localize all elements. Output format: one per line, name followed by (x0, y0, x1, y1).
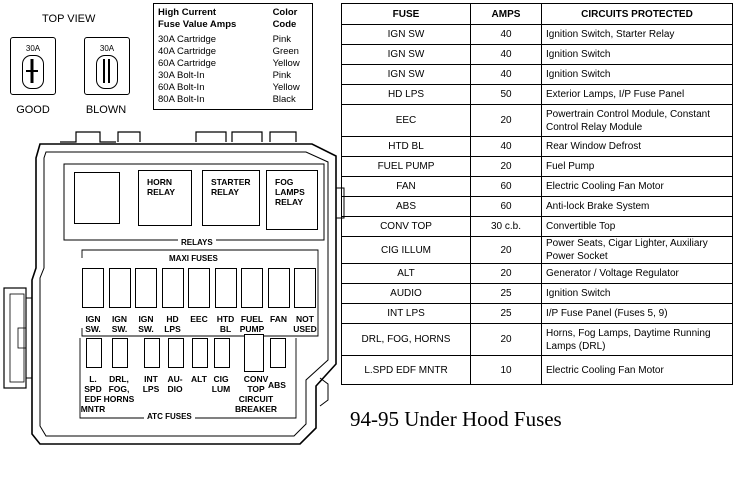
maxi-fuse-slot (294, 268, 316, 308)
fuse-table-row (342, 356, 733, 385)
maxi-fuse-label-line: HD (166, 314, 179, 324)
atc-fuse-label-line: FOG, (108, 384, 130, 394)
circuits-protected: I/P Fuse Panel (Fuses 5, 9) (542, 304, 733, 324)
header-line: Fuse Value Amps (158, 19, 237, 30)
fuse-table-row (342, 25, 733, 45)
atc-fuse-slot (270, 338, 286, 368)
color-code-row (154, 94, 313, 110)
color-code-header-color (269, 4, 313, 35)
amps-value: 20 (471, 324, 542, 356)
color-code-row (154, 58, 313, 70)
amps-value: 60 (471, 177, 542, 197)
circuits-protected: Powertrain Control Module, Constant Control Relay Module (542, 105, 733, 137)
fuse-value: 60A Cartridge (158, 58, 217, 69)
relay-box-1 (74, 172, 120, 224)
starter-relay (202, 170, 260, 226)
atc-fuse-label-line: DRL, (109, 374, 129, 384)
fuse-value: 60A Bolt-In (158, 82, 205, 93)
atc-fuse-label-line: ABS (268, 380, 286, 390)
maxi-fuse-slot (109, 268, 131, 308)
atc-fuse-slot (144, 338, 160, 368)
amps-value: 20 (471, 105, 542, 137)
atc-fuse-label-line: HORNS (103, 394, 135, 404)
maxi-fuse-label-line: IGN (111, 314, 128, 324)
amps-value: 20 (471, 157, 542, 177)
circuits-protected: Ignition Switch, Starter Relay (542, 25, 733, 45)
color-value: Yellow (272, 82, 300, 93)
blown-fuse-icon (84, 37, 130, 95)
header-line: High Current (158, 7, 217, 18)
amps-value: 40 (471, 65, 542, 85)
fuse-name: IGN SW (342, 45, 471, 65)
atc-fuse-label-line: EDF (84, 394, 102, 404)
circuits-protected: Electric Cooling Fan Motor (542, 356, 733, 385)
fuse-name: L.SPD EDF MNTR (342, 356, 471, 385)
fuse-table-row (342, 264, 733, 284)
amps-value: 10 (471, 356, 542, 385)
relay-label: HORN (147, 177, 173, 187)
color-code-row (154, 70, 313, 82)
atc-fuse-label-line: LUM (211, 384, 231, 394)
color-code-row (154, 82, 313, 94)
maxi-fuse-slot (135, 268, 157, 308)
amps-value: 40 (471, 45, 542, 65)
atc-fuse-label (260, 380, 294, 390)
fuse-value: 40A Cartridge (158, 46, 217, 57)
fuse-table-row (342, 177, 733, 197)
circuits-protected: Ignition Switch (542, 284, 733, 304)
maxi-fuse-label-line: LPS (164, 324, 181, 334)
fuse-name: DRL, FOG, HORNS (342, 324, 471, 356)
circuits-protected: Fuel Pump (542, 157, 733, 177)
atc-fuse-label (204, 374, 238, 394)
circuits-protected: Convertible Top (542, 217, 733, 237)
maxi-fuse-slot (268, 268, 290, 308)
fuse-value: 80A Bolt-In (158, 94, 205, 105)
amps-value: 40 (471, 25, 542, 45)
atc-fuses-label: ATC FUSES (144, 412, 195, 421)
fuse-name: EEC (342, 105, 471, 137)
fuse-table-row (342, 284, 733, 304)
maxi-fuse-slot (162, 268, 184, 308)
amps-value: 25 (471, 304, 542, 324)
amps-value: 20 (471, 264, 542, 284)
circuits-protected: Horns, Fog Lamps, Daytime Running Lamps (DRL) (542, 324, 733, 356)
good-fuse-link-icon (22, 55, 42, 87)
fuse-name: CONV TOP (342, 217, 471, 237)
maxi-fuse-label-line: NOT (296, 314, 314, 324)
color-value: Black (272, 94, 296, 105)
maxi-fuses-label: MAXI FUSES (166, 254, 221, 263)
maxi-fuse-label-line: HTD (216, 314, 235, 324)
top-view-title: TOP VIEW (42, 13, 96, 25)
fuse-table-row (342, 45, 733, 65)
color-code-header-value (154, 4, 269, 35)
maxi-fuse-label-line: FAN (270, 314, 287, 324)
diagram-caption: 94-95 Under Hood Fuses (350, 407, 562, 431)
color-code-row (154, 34, 313, 46)
atc-fuse-label-line: CIG (213, 374, 229, 384)
horn-relay (138, 170, 192, 226)
good-fuse-rating: 30A (25, 44, 41, 53)
circuits-protected: Generator / Voltage Regulator (542, 264, 733, 284)
atc-fuse-label-line: AU- (167, 374, 183, 384)
fuse-name: IGN SW (342, 25, 471, 45)
fuse-table-row (342, 217, 733, 237)
fuse-name: HD LPS (342, 85, 471, 105)
circuits-protected: Power Seats, Cigar Lighter, Auxiliary Power Socket (542, 237, 733, 264)
color-value: Pink (272, 70, 292, 81)
good-fuse-element (22, 55, 44, 89)
atc-fuse-label-line: INT (144, 374, 158, 384)
fuse-name: CIG ILLUM (342, 237, 471, 264)
relays-label: RELAYS (178, 238, 216, 247)
fuse-value: 30A Bolt-In (158, 70, 205, 81)
atc-fuse-label-line: TOP (247, 384, 265, 394)
fuse-name: FAN (342, 177, 471, 197)
relay-label: STARTER (211, 177, 251, 187)
fuse-table-row (342, 105, 733, 137)
amps-column-header: AMPS (471, 4, 542, 25)
fuse-table (341, 3, 733, 385)
header-line: Color (272, 7, 298, 18)
atc-fuse-slot (192, 338, 208, 368)
circuits-protected: Ignition Switch (542, 65, 733, 85)
maxi-fuse-label-line: EEC (190, 314, 208, 324)
maxi-fuse-slot (241, 268, 263, 308)
good-label: GOOD (16, 104, 50, 116)
relay-label: RELAY (147, 187, 176, 197)
atc-fuse-slot (244, 334, 264, 372)
amps-value: 60 (471, 197, 542, 217)
blown-label: BLOWN (85, 104, 127, 116)
fuse-table-row (342, 324, 733, 356)
color-code-row (154, 46, 313, 58)
relay-label: LAMPS (275, 187, 305, 197)
atc-fuse-slot (86, 338, 102, 368)
color-value: Pink (272, 34, 292, 45)
maxi-fuse-label-line: USED (293, 324, 317, 334)
good-fuse-icon (10, 37, 56, 95)
amps-value: 50 (471, 85, 542, 105)
header-line: Code (272, 19, 297, 30)
circuits-protected: Exterior Lamps, I/P Fuse Panel (542, 85, 733, 105)
maxi-fuse-label (288, 314, 322, 334)
atc-fuse-label (102, 374, 136, 404)
fuse-name: FUEL PUMP (342, 157, 471, 177)
fuse-name: IGN SW (342, 65, 471, 85)
relay-label: RELAY (275, 197, 304, 207)
maxi-fuse-slot (215, 268, 237, 308)
fuse-name: ALT (342, 264, 471, 284)
blown-fuse-rating: 30A (99, 44, 115, 53)
fuse-name: AUDIO (342, 284, 471, 304)
fuse-value: 30A Cartridge (158, 34, 217, 45)
color-code-table (153, 3, 313, 110)
atc-fuse-label-line: L. (89, 374, 97, 384)
atc-fuse-label-line: LPS (142, 384, 160, 394)
atc-fuse-label-line: BREAKER (234, 404, 278, 414)
amps-value: 20 (471, 237, 542, 264)
maxi-fuse-label-line: SW. (138, 324, 154, 334)
circuits-column-header: CIRCUITS PROTECTED (542, 4, 733, 25)
atc-fuse-slot (112, 338, 128, 368)
atc-fuse-slot (214, 338, 230, 368)
blown-fuse-link-icon (96, 55, 116, 87)
fog-lamps-relay (266, 170, 318, 230)
color-value: Green (272, 46, 299, 57)
maxi-fuse-label-line: SW. (85, 324, 101, 334)
maxi-fuse-label-line: IGN (85, 314, 101, 324)
fuse-table-row (342, 304, 733, 324)
atc-fuse-slot (168, 338, 184, 368)
maxi-fuse-label-line: SW. (111, 324, 128, 334)
fuse-column-header: FUSE (342, 4, 471, 25)
circuits-protected: Ignition Switch (542, 45, 733, 65)
color-value: Yellow (272, 58, 300, 69)
atc-fuse-label-line: ALT (191, 374, 207, 384)
fuse-table-row (342, 237, 733, 264)
maxi-fuse-slot (82, 268, 104, 308)
circuits-protected: Electric Cooling Fan Motor (542, 177, 733, 197)
maxi-fuse-label-line: FUEL (240, 314, 264, 324)
relay-label: FOG (275, 177, 294, 187)
atc-fuse-label-line: CIRCUIT (238, 394, 274, 404)
atc-fuse-label-line: CONV (243, 374, 269, 384)
fuse-table-row (342, 157, 733, 177)
amps-value: 25 (471, 284, 542, 304)
atc-fuse-label-line: MNTR (80, 404, 106, 414)
maxi-fuse-slot (188, 268, 210, 308)
maxi-fuse-label-line: PUMP (239, 324, 265, 334)
fuse-table-row (342, 85, 733, 105)
fuse-name: ABS (342, 197, 471, 217)
fuse-table-row (342, 137, 733, 157)
atc-fuse-label-line: SPD (84, 384, 102, 394)
fuse-table-row (342, 197, 733, 217)
maxi-fuse-label-line: BL (219, 324, 232, 334)
blown-fuse-element (96, 55, 118, 89)
fuse-table-row (342, 65, 733, 85)
relay-label: RELAY (211, 187, 240, 197)
fuse-name: INT LPS (342, 304, 471, 324)
amps-value: 40 (471, 137, 542, 157)
amps-value: 30 c.b. (471, 217, 542, 237)
circuits-protected: Anti-lock Brake System (542, 197, 733, 217)
atc-fuse-label-line: DIO (167, 384, 183, 394)
circuits-protected: Rear Window Defrost (542, 137, 733, 157)
maxi-fuse-label-line: IGN (138, 314, 154, 324)
fuse-name: HTD BL (342, 137, 471, 157)
